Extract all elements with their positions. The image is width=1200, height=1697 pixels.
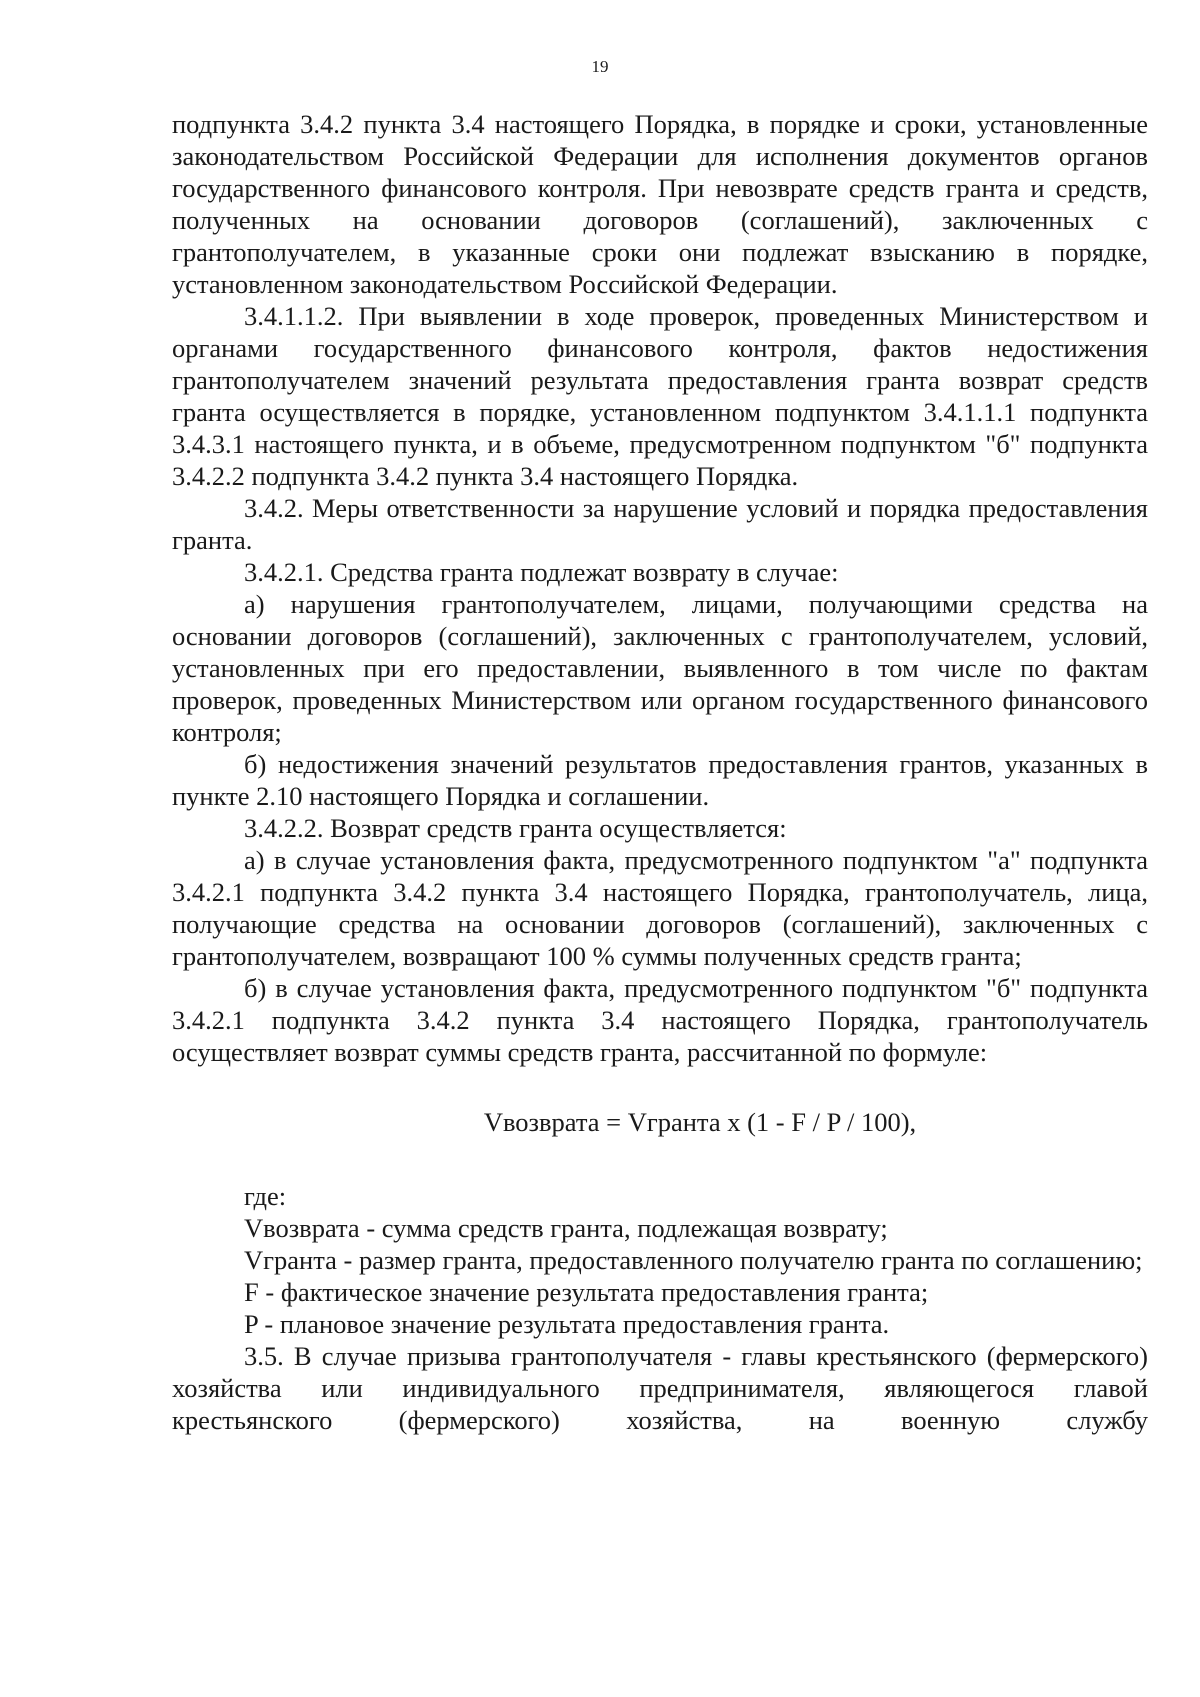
paragraph: 3.4.2. Меры ответственности за нарушение условий и порядка предоставления гранта.: [172, 493, 1148, 555]
paragraph: 3.4.2.2. Возврат средств гранта осуществляется:: [244, 813, 787, 843]
paragraph: где:: [244, 1181, 287, 1211]
paragraph: P - плановое значение результата предоставления гранта.: [244, 1309, 890, 1339]
paragraph: 3.4.1.1.2. При выявлении в ходе проверок, проведенных Министерством и органами государственного финансового контроля, фактов недостижения грантополучателем значений результата предоставления гранта возврат средств гранта осуществляется в порядке, установленном подпунктом 3.4.1.1.1 подпункта 3.4.3.1 настоящего пункта, и в объеме, предусмотренном подпунктом "б" подпункта 3.4.2.2 подпункта 3.4.2 пункта 3.4 настоящего Порядка.: [172, 301, 1148, 491]
paragraph: 3.5. В случае призыва грантополучателя - главы крестьянского (фермерского) хозяйства или индивидуального предпринимателя, являющегося главой крестьянского (фермерского) хозяйства, на военную службу: [172, 1341, 1148, 1435]
paragraph: б) в случае установления факта, предусмотренного подпунктом "б" подпункта 3.4.2.1 подпункта 3.4.2 пункта 3.4 настоящего Порядка, грантополучатель осуществляет возврат суммы средств гранта, рассчитанной по формуле:: [172, 973, 1148, 1067]
document-body: [172, 108, 1148, 1436]
paragraph: а) нарушения грантополучателем, лицами, получающими средства на основании договоров (соглашений), заключенных с грантополучателем, условий, установленных при его предоставлении, выявленного в том числе по фактам проверок, проведенных Министерством или органом государственного финансового контроля;: [172, 589, 1148, 747]
paragraph: подпункта 3.4.2 пункта 3.4 настоящего Порядка, в порядке и сроки, установленные законодательством Российской Федерации для исполнения документов органов государственного финансового контроля. При невозврате средств гранта и средств, полученных на основании договоров (соглашений), заключенных с грантополучателем, в указанные сроки они подлежат взысканию в порядке, установленном законодательством Российской Федерации.: [172, 109, 1148, 299]
paragraph: б) недостижения значений результатов предоставления грантов, указанных в пункте 2.10 настоящего Порядка и соглашении.: [172, 749, 1148, 811]
paragraph: 3.4.2.1. Средства гранта подлежат возврату в случае:: [244, 557, 839, 587]
paragraph: а) в случае установления факта, предусмотренного подпунктом "а" подпункта 3.4.2.1 подпункта 3.4.2 пункта 3.4 настоящего Порядка, грантополучатель, лица, получающие средства на основании договоров (соглашений), заключенных с грантополучателем, возвращают 100 % суммы полученных средств гранта;: [172, 845, 1148, 971]
formula: Vвозврата = Vгранта x (1 - F / P / 100),: [483, 1107, 917, 1137]
paragraph: Vгранта - размер гранта, предоставленного получателю гранта по соглашению;: [244, 1245, 1143, 1275]
paragraph: Vвозврата - сумма средств гранта, подлежащая возврату;: [244, 1213, 888, 1243]
paragraph: F - фактическое значение результата предоставления гранта;: [244, 1277, 929, 1307]
page-number: 19: [591, 57, 609, 76]
